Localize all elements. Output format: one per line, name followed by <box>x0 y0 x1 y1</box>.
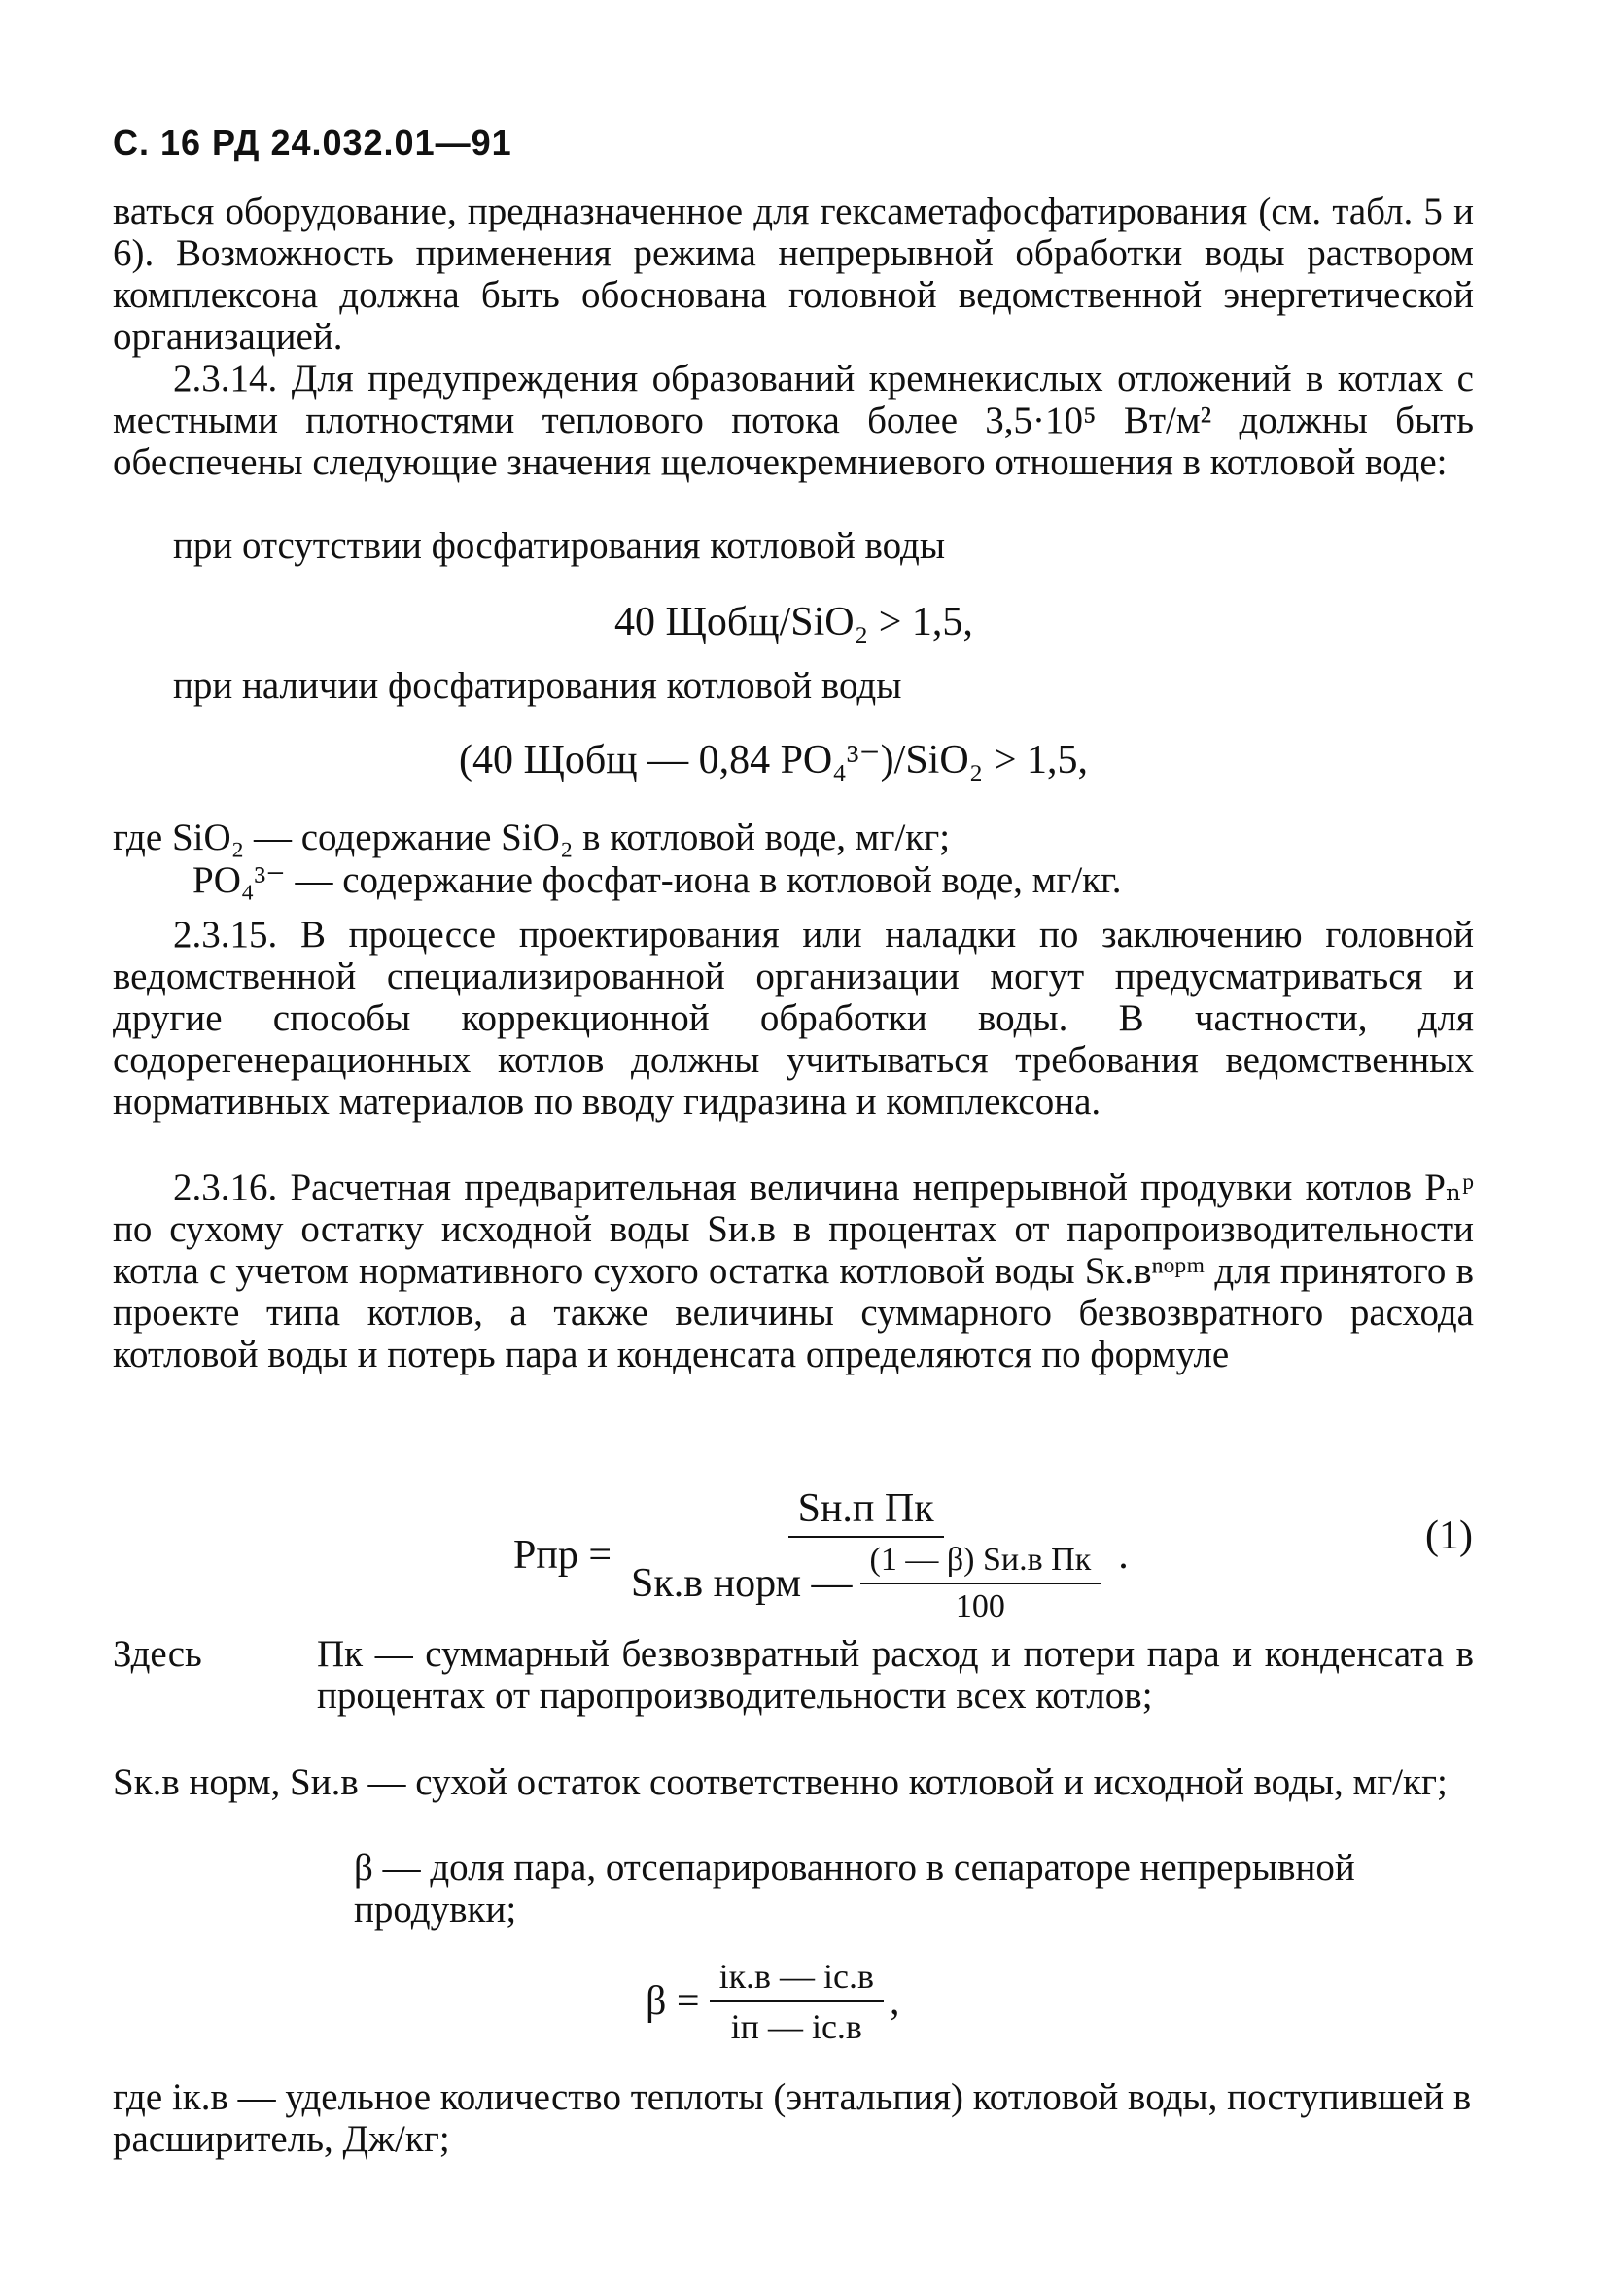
formula-numerator: iк.в — iс.в <box>710 1956 884 2002</box>
formula-lhs: β = <box>646 1979 700 2024</box>
definition-text: — доля пара, отсепарированного в сепараторе непрерывной продувки; <box>354 1847 1355 1931</box>
formula-numerator: Sн.п Пк <box>788 1485 944 1538</box>
definition-text: — сухой остаток соответственно котловой и исходной воды, мг/кг; <box>367 1761 1448 1803</box>
definition-label: β <box>354 1847 373 1889</box>
paragraph-text: 2.3.14. Для предупреждения образований кремнекислых отложений в котлах с местными плотностями теплового потока более 3,5·10⁵ Вт/м² должны быть обеспечены следующие значения щелочекремниевого отношения в котловой воде: <box>113 358 1474 483</box>
paragraph-text: ваться оборудование, предназначенное для гексаметафосфатирования (см. табл. 5 и 6). Возможность применения режима непрерывной обработки воды раствором комплексона должна быть обоснована головной ведомственной энергетической организацией. <box>113 191 1474 358</box>
definition-label: Пк <box>317 1633 364 1675</box>
formula-ratio-2: (40 Щобщ — 0,84 PO₄³⁻)/SiO₂ > 1,5, <box>459 738 1089 783</box>
formula-denominator <box>621 1538 1110 1625</box>
definition-pk <box>317 1633 1474 1717</box>
definition-label: Sк.в норм, Sи.в <box>113 1761 359 1803</box>
label-here: Здесь <box>113 1633 202 1675</box>
paragraph-text: при наличии фосфатирования котловой воды <box>173 665 902 707</box>
formula-ratio-1: 40 Щобщ/SiO₂ > 1,5, <box>614 600 973 644</box>
paragraph-text: при отсутствии фосфатирования котловой воды <box>173 525 946 567</box>
formula-sub-denominator: 100 <box>955 1588 1005 1624</box>
paragraph-no-phosphating <box>173 525 1437 567</box>
formula-subfraction <box>860 1542 1101 1625</box>
formula-beta <box>646 1956 900 2047</box>
formula-sub-numerator: (1 — β) Sи.в Пк <box>860 1542 1101 1584</box>
definition-label: где iк.в <box>113 2076 228 2118</box>
formula-number: (1) <box>1425 1513 1473 1558</box>
formula-den-part: Sк.в норм — <box>631 1561 853 1606</box>
paragraph-2-3-15 <box>113 914 1474 1123</box>
definition-label: PO₄³⁻ <box>192 859 286 901</box>
formula-denominator: iп — iс.в <box>730 2007 862 2046</box>
definition-po4 <box>192 859 1121 901</box>
definition-enthalpy <box>113 2076 1474 2160</box>
paragraph-with-phosphating <box>173 665 1437 707</box>
definition-text: — содержание SiO₂ в котловой воде, мг/кг; <box>254 817 951 858</box>
formula-fraction <box>710 1956 884 2047</box>
paragraph-text: 2.3.16. Расчетная предварительная величина непрерывной продувки котлов Pₙᵖ по сухому остатку исходной воды Sи.в в процентах от паропроизводительности котла с учетом нормативного сухого остатка котловой воды Sк.вⁿᵒᵖᵐ для принятого в проекте типа котлов, а также величины суммарного безвозвратного расхода котловой воды и потерь пара и конденсата определяются по формуле <box>113 1166 1474 1375</box>
formula-tail: , <box>890 1979 900 2024</box>
definition-dry-residue <box>113 1761 1474 1803</box>
definition-text: — удельное количество теплоты (энтальпия) котловой воды, поступившей в расширитель, Дж/кг; <box>113 2076 1472 2160</box>
page-header: С. 16 РД 24.032.01—91 <box>113 122 512 162</box>
definition-text: — содержание фосфат-иона в котловой воде, мг/кг. <box>295 859 1122 901</box>
paragraph-2-3-14 <box>113 358 1474 483</box>
definition-label: где SiO₂ <box>113 817 245 858</box>
formula-blowdown: Pпр = Sн.п Пк Sк.в норм — $\frac{\text{(1 — β) Sи.в Пк}}{100}$ . <box>513 1486 1129 1624</box>
definition-sio2 <box>113 817 950 858</box>
definition-beta <box>354 1847 1474 1931</box>
paragraph-continuation <box>113 191 1474 358</box>
formula-fraction <box>621 1485 1110 1625</box>
paragraph-2-3-16 <box>113 1166 1474 1375</box>
paragraph-text: 2.3.15. В процессе проектирования или наладки по заключению головной ведомственной специализированной организации могут предусматриваться и другие способы коррекционной обработки воды. В частности, для содорегенерационных котлов должны учитываться требования ведомственных нормативных материалов по вводу гидразина и комплексона. <box>113 914 1474 1123</box>
definition-text: — суммарный безвозвратный расход и потери пара и конденсата в процентах от паропроизводительности всех котлов; <box>317 1633 1474 1717</box>
formula-lhs: Pпр = <box>513 1533 612 1578</box>
